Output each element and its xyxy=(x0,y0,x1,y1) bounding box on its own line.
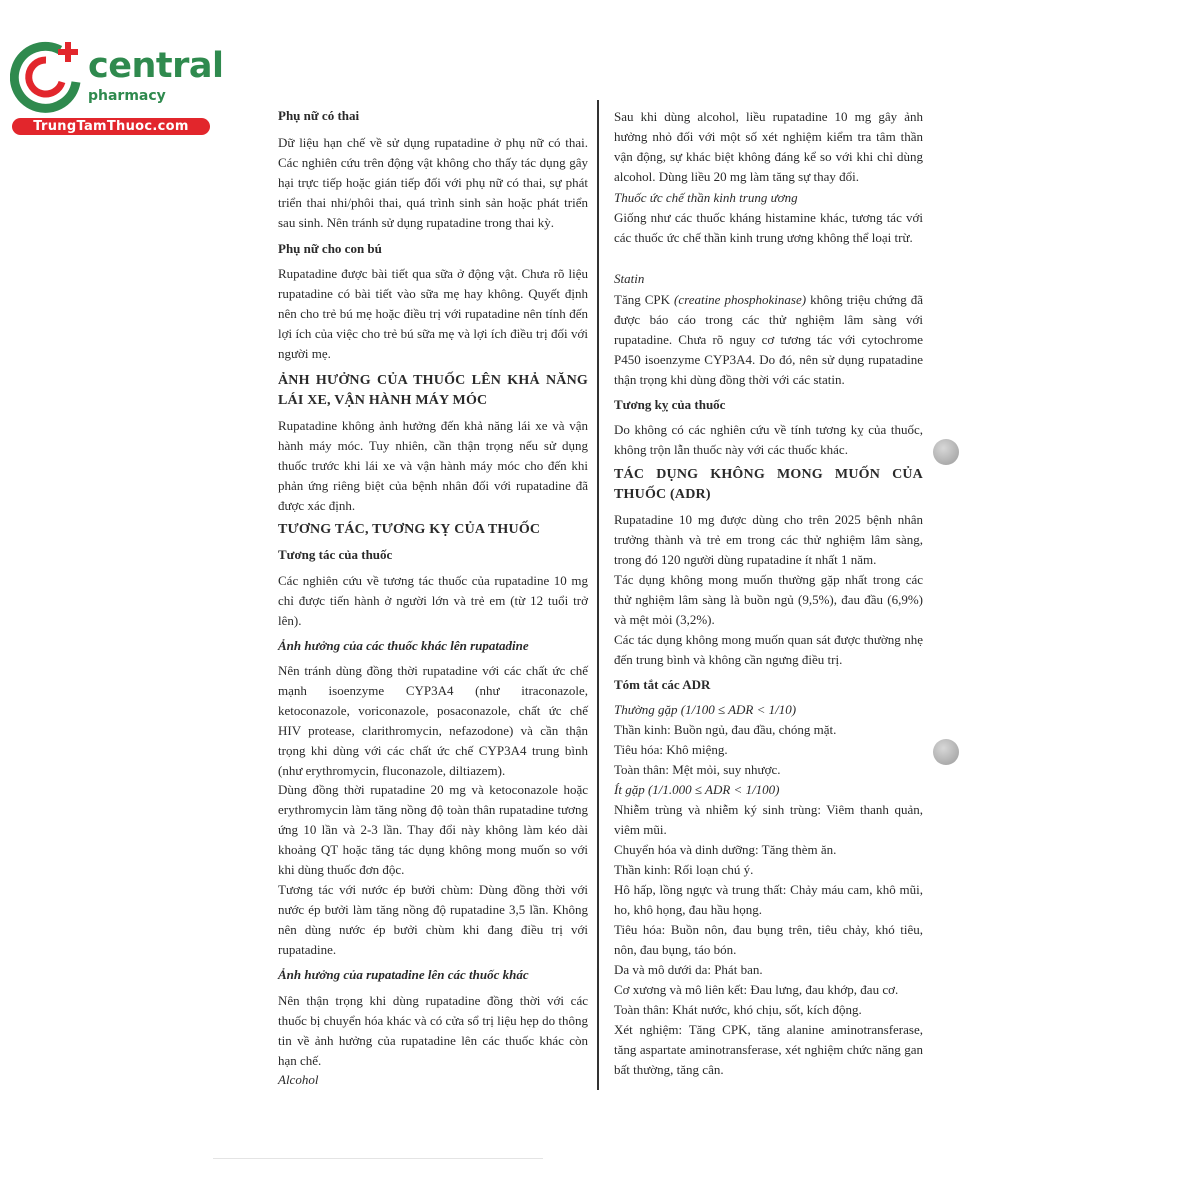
paragraph-grapefruit: Tương tác với nước ép bưởi chùm: Dùng đồng thời với nước ép bưởi làm tăng nồng độ rupatadine 3,5 lần. Không nên dùng nước ép bưởi chùm khi đang điều trị với rupatadine. xyxy=(278,882,588,957)
section-title-interactions: TƯƠNG TÁC, TƯƠNG KỴ CỦA THUỐC xyxy=(278,522,541,537)
adr-list-item: Tiêu hóa: Buồn nôn, đau bụng trên, tiêu chảy, khó tiêu, nôn, đau bụng, táo bón. xyxy=(614,922,923,957)
paragraph-statin xyxy=(614,290,923,390)
adr-list-item: Thần kinh: Buồn ngủ, đau đầu, chóng mặt. xyxy=(614,722,837,737)
paragraph-breastfeeding: Rupatadine được bài tiết qua sữa ở động vật. Chưa rõ liệu rupatadine có bài tiết vào sữa mẹ hay không. Quyết định nên cho trẻ bú mẹ hoặc điều trị với rupatadine nên tính đến lợi ích của việc cho trẻ bú sữa mẹ và lợi ích điều trị đối với người mẹ. xyxy=(278,266,588,361)
paragraph-adr-2: Tác dụng không mong muốn thường gặp nhất trong các thử nghiệm lâm sàng là buồn ngủ (9,5%), đau đầu (6,9%) và mệt mỏi (3,2%). xyxy=(614,572,923,627)
paragraph-driving: Rupatadine không ảnh hưởng đến khả năng lái xe và vận hành máy móc. Tuy nhiên, cần thận trọng nếu sử dụng thuốc trước khi lái xe và vận hành máy móc cho đến khi phản ứng riêng biệt của bệnh nhân đối với rupatadine đã được xác định. xyxy=(278,418,588,513)
adr-list xyxy=(614,700,923,1080)
statin-text-a: Tăng CPK xyxy=(614,292,675,307)
adr-list-item: Tiêu hóa: Khô miệng. xyxy=(614,742,728,757)
subheading-statin: Statin xyxy=(614,271,645,286)
heading-adr-summary: Tóm tắt các ADR xyxy=(614,677,711,692)
paragraph-ketoconazole: Dùng đồng thời rupatadine 20 mg và ketoconazole hoặc erythromycin làm tăng nồng độ toàn thân rupatadine tương ứng 10 lần và 2-3 lần. Thay đổi này không làm kéo dài khoảng QT hoặc tăng tác dụng không mong muốn so với khi dùng thuốc đơn độc. xyxy=(278,782,588,877)
paragraph-incompatibility: Do không có các nghiên cứu về tính tương kỵ của thuốc, không trộn lẫn thuốc này với các thuốc khác. xyxy=(614,422,923,457)
subheading-cns: Thuốc ức chế thần kinh trung ương xyxy=(614,190,798,205)
paragraph-alcohol: Sau khi dùng alcohol, liều rupatadine 10 mg gây ảnh hưởng nhỏ đối với một số xét nghiệm kiểm tra tâm thần vận động, sự khác biệt không đáng kể so với khi chỉ dùng alcohol. Dùng liều 20 mg làm tăng sự thay đổi. xyxy=(614,109,923,184)
punch-hole xyxy=(933,739,959,765)
subheading-others-on-rupatadine: Ảnh hưởng của các thuốc khác lên rupatadine xyxy=(278,638,529,653)
punch-hole xyxy=(933,439,959,465)
adr-list-item: Xét nghiệm: Tăng CPK, tăng alanine aminotransferase, tăng aspartate aminotransferase, xét nghiệm chức năng gan bất thường, tăng cân. xyxy=(614,1022,923,1077)
paragraph-cyp3a4: Nên tránh dùng đồng thời rupatadine với các chất ức chế mạnh isoenzyme CYP3A4 (như itraconazole, ketoconazole, voriconazole, posaconazole, chất ức chế HIV protease, clarithromycin, nefazodone) và cần thận trọng khi dùng với các chất ức chế CYP3A4 trung bình (như erythromycin, fluconazole, diltiazem). xyxy=(278,663,588,778)
adr-list-item: Toàn thân: Khát nước, khó chịu, sốt, kích động. xyxy=(614,1002,862,1017)
section-title-adr: TÁC DỤNG KHÔNG MONG MUỐN CỦA THUỐC (ADR) xyxy=(614,467,923,502)
adr-common-label: Thường gặp (1/100 ≤ ADR < 1/10) xyxy=(614,702,797,717)
paragraph-interactions: Các nghiên cứu về tương tác thuốc của rupatadine 10 mg chỉ được tiến hành ở người lớn và trẻ em (từ 12 tuổi trở lên). xyxy=(278,573,588,628)
heading-breastfeeding: Phụ nữ cho con bú xyxy=(278,241,382,256)
paragraph-pregnant: Dữ liệu hạn chế về sử dụng rupatadine ở phụ nữ có thai. Các nghiên cứu trên động vật không cho thấy tác dụng gây hại trực tiếp hoặc gián tiếp đối với phụ nữ có thai, sự phát triển thai nhi/phôi thai, quá trình sinh sản hoặc phát triển sau sinh. Nên tránh sử dụng rupatadine trong thai kỳ. xyxy=(278,135,588,230)
central-pharmacy-logo xyxy=(10,38,224,138)
logo-site: TrungTamThuoc.com xyxy=(12,118,210,135)
adr-list-item: Hô hấp, lồng ngực và trung thất: Chảy máu cam, khô mũi, ho, khô họng, đau hầu họng. xyxy=(614,882,923,917)
paragraph-adr-3: Các tác dụng không mong muốn quan sát được thường nhẹ đến trung bình và không cần ngưng điều trị. xyxy=(614,632,923,667)
adr-list-item: Toàn thân: Mệt mỏi, suy nhược. xyxy=(614,762,781,777)
adr-list-item: Nhiễm trùng và nhiễm ký sinh trùng: Viêm thanh quản, viêm mũi. xyxy=(614,802,923,837)
heading-pregnant: Phụ nữ có thai xyxy=(278,108,360,123)
adr-list-item: Cơ xương và mô liên kết: Đau lưng, đau khớp, đau cơ. xyxy=(614,982,899,997)
statin-text-c: không triệu chứng đã được báo cáo trong các thử nghiệm lâm sàng với rupatadine. Chưa rõ nguy cơ tương tác với cytochrome P450 isoenzyme CYP3A4. Do đó, nên sử dụng rupatadine thận trọng khi dùng đồng thời với các statin. xyxy=(614,292,923,387)
heading-interactions: Tương tác của thuốc xyxy=(278,547,393,562)
adr-uncommon-label: Ít gặp (1/1.000 ≤ ADR < 1/100) xyxy=(614,782,780,797)
scan-edge-line xyxy=(213,1158,543,1159)
paragraph-cns: Giống như các thuốc kháng histamine khác, tương tác với các thuốc ức chế thần kinh trung ương không thể loại trừ. xyxy=(614,210,923,245)
section-title-driving: ẢNH HƯỞNG CỦA THUỐC LÊN KHẢ NĂNG LÁI XE, VẬN HÀNH MÁY MÓC xyxy=(278,373,588,408)
logo-brand: central xyxy=(88,46,224,86)
column-divider xyxy=(597,100,599,1090)
logo-sub: pharmacy xyxy=(88,88,166,104)
adr-list-item: Thần kinh: Rối loạn chú ý. xyxy=(614,862,754,877)
statin-text-cpk: (creatine phosphokinase) xyxy=(674,292,807,307)
paragraph-rupatadine-on-others: Nên thận trọng khi dùng rupatadine đồng thời với các thuốc bị chuyển hóa khác và có cửa sổ trị liệu hẹp do thông tin về ảnh hưởng của rupatadine lên các thuốc khác còn hạn chế. xyxy=(278,993,588,1068)
logo-mark-icon xyxy=(10,38,88,116)
subheading-rupatadine-on-others: Ảnh hưởng của rupatadine lên các thuốc khác xyxy=(278,967,529,982)
subheading-alcohol: Alcohol xyxy=(278,1072,319,1087)
paragraph-adr-1: Rupatadine 10 mg được dùng cho trên 2025 bệnh nhân trưởng thành và trẻ em trong các thử nghiệm lâm sàng, trong đó 120 người dùng rupatadine ít nhất 1 năm. xyxy=(614,512,923,567)
heading-incompatibility: Tương kỵ của thuốc xyxy=(614,397,726,412)
adr-list-item: Da và mô dưới da: Phát ban. xyxy=(614,962,763,977)
adr-list-item: Chuyển hóa và dinh dưỡng: Tăng thèm ăn. xyxy=(614,842,837,857)
